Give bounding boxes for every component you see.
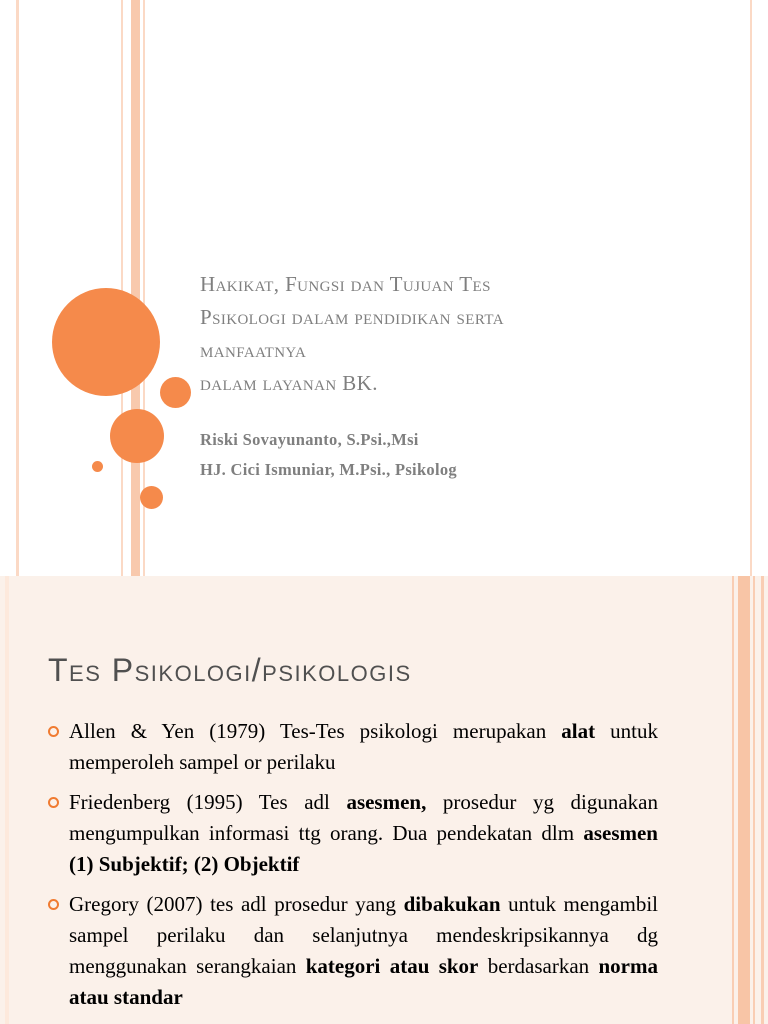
bullet-text: prosedur yg digunakan mengumpulkan informasi ttg orang. Dua pendekatan dlm [69,790,658,845]
decorative-stripe [5,576,9,1024]
bullet-list [46,716,658,1022]
decorative-circle-large [52,288,160,396]
content-slide [0,576,768,1024]
title-line: dalam layanan BK. [200,371,378,395]
bullet-ring-icon [48,726,59,737]
decorative-stripe [738,576,750,1024]
slide-title: Tes Psikologi/psikologis [48,652,412,688]
decorative-stripe [121,0,123,576]
decorative-stripe [750,0,752,576]
bullet-ring-icon [48,899,59,910]
bullet-text-bold: norma atau standar [69,954,658,1009]
bullet-text-bold: asesmen (1) Subjektif; (2) Objektif [69,821,658,876]
decorative-stripe [16,0,19,576]
decorative-stripe [732,576,734,1024]
bullet-text: Allen & Yen (1979) Tes-Tes psikologi merupakan [69,719,562,743]
author-list [200,425,457,485]
title-line: Hakikat, Fungsi dan Tujuan Tes [200,272,491,296]
author-name: Riski Sovayunanto, S.Psi.,Msi [200,430,419,449]
bullet-text: berdasarkan [478,954,599,978]
bullet-text-bold: alat [561,719,596,743]
decorative-stripe [753,576,755,1024]
bullet-item [46,889,658,1013]
decorative-circle-medium [110,409,164,463]
decorative-stripe [131,0,140,576]
bullet-item [46,716,658,778]
presentation-title [200,268,680,400]
author-name: HJ. Cici Ismuniar, M.Psi., Psikolog [200,460,457,479]
bullet-text-bold: dibakukan [403,892,501,916]
title-line: Psikologi dalam pendidikan serta [200,305,504,329]
bullet-text-bold: kategori atau skor [305,954,479,978]
title-line: manfaatnya [200,338,307,362]
bullet-text: Gregory (2007) tes adl prosedur yang [69,892,404,916]
decorative-circle-tiny [92,461,103,472]
bullet-item [46,787,658,880]
bullet-text: untuk memperoleh sampel or perilaku [69,719,659,774]
bullet-ring-icon [48,797,59,808]
decorative-circle-small [160,377,191,408]
decorative-circle-small [140,486,163,509]
decorative-stripe [761,576,764,1024]
bullet-text-bold: asesmen, [346,790,427,814]
bullet-text: untuk mengambil sampel perilaku dan selanjutnya mendeskripsikannya dg menggunakan serangkaian [69,892,658,978]
bullet-text: Friedenberg (1995) Tes adl [69,790,347,814]
